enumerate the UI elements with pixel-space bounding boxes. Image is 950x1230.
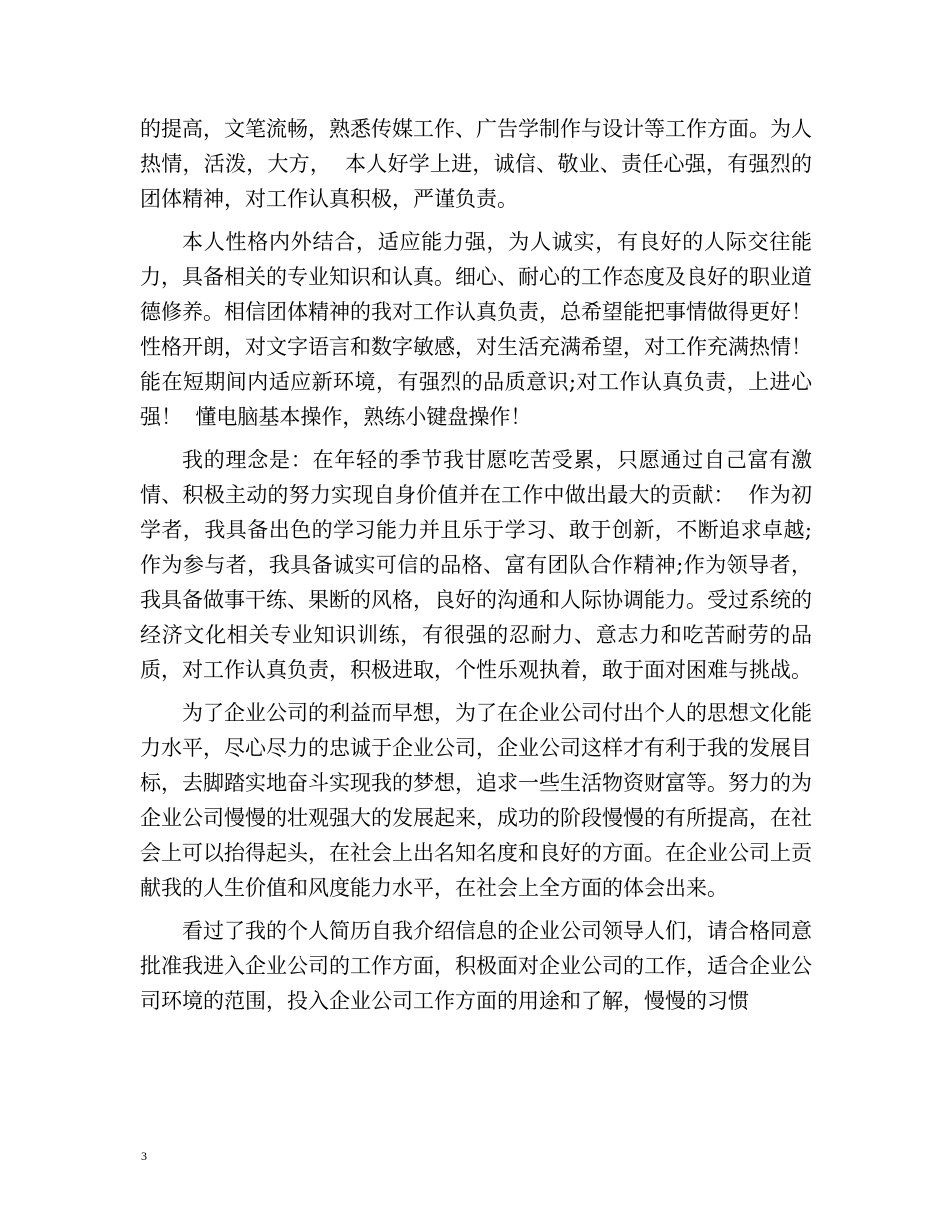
paragraph-continued: 的提高，文笔流畅，熟悉传媒工作、广告学制作与设计等工作方面。为人热情，活泼，大方， 本人好学上进，诚信、敬业、责任心强，有强烈的团体精神，对工作认真积极，严谨负责。 bbox=[140, 117, 812, 211]
paragraph-company-goals: 为了企业公司的利益而早想，为了在企业公司付出个人的思想文化能力水平，尽心尽力的忠诚于企业公司，企业公司这样才有利于我的发展目标，去脚踏实地奋斗实现我的梦想，追求一些生活物资财富等。努力的为企业公司慢慢的壮观强大的发展起来，成功的阶段慢慢的有所提高，在社会上可以抬得起头，在社会上出名知名度和良好的方面。在企业公司上贡献我的人生价值和风度能力水平，在社会上全方面的体会出来。 bbox=[140, 701, 812, 900]
paragraph-personality: 本人性格内外结合，适应能力强，为人诚实，有良好的人际交往能力，具备相关的专业知识和认真。细心、耐心的工作态度及良好的职业道德修养。相信团体精神的我对工作认真负责，总希望能把事情做得更好！ 性格开朗，对文字语言和数字敏感，对生活充满希望，对工作充满热情！ 能在短期间内适应新环境，有强烈的品质意识;对工作认真负责，上进心强！ 懂电脑基本操作，熟练小键盘操作！ bbox=[140, 230, 826, 429]
paragraph-philosophy: 我的理念是：在年轻的季节我甘愿吃苦受累，只愿通过自己富有激情、积极主动的努力实现自身价值并在工作中做出最大的贡献： 作为初学者，我具备出色的学习能力并且乐于学习、敢于创新，不断追求卓越; 作为参与者，我具备诚实可信的品格、富有团队合作精神;作为领导者，我具备做事干练、果断的风格，良好的沟通和人际协调能力。受过系统的经济文化相关专业知识训练，有很强的忍耐力、意志力和吃苦耐劳的品质，对工作认真负责，积极进取，个性乐观执着，敢于面对困难与挑战。 bbox=[140, 448, 826, 682]
document-body bbox=[140, 112, 826, 1027]
paragraph-request: 看过了我的个人简历自我介绍信息的企业公司领导人们，请合格同意批准我进入企业公司的工作方面，积极面对企业公司的工作，适合企业公司环境的范围，投入企业公司工作方面的用途和了解，慢慢的习惯 bbox=[140, 919, 812, 1013]
page-number: 3 bbox=[141, 1149, 147, 1163]
